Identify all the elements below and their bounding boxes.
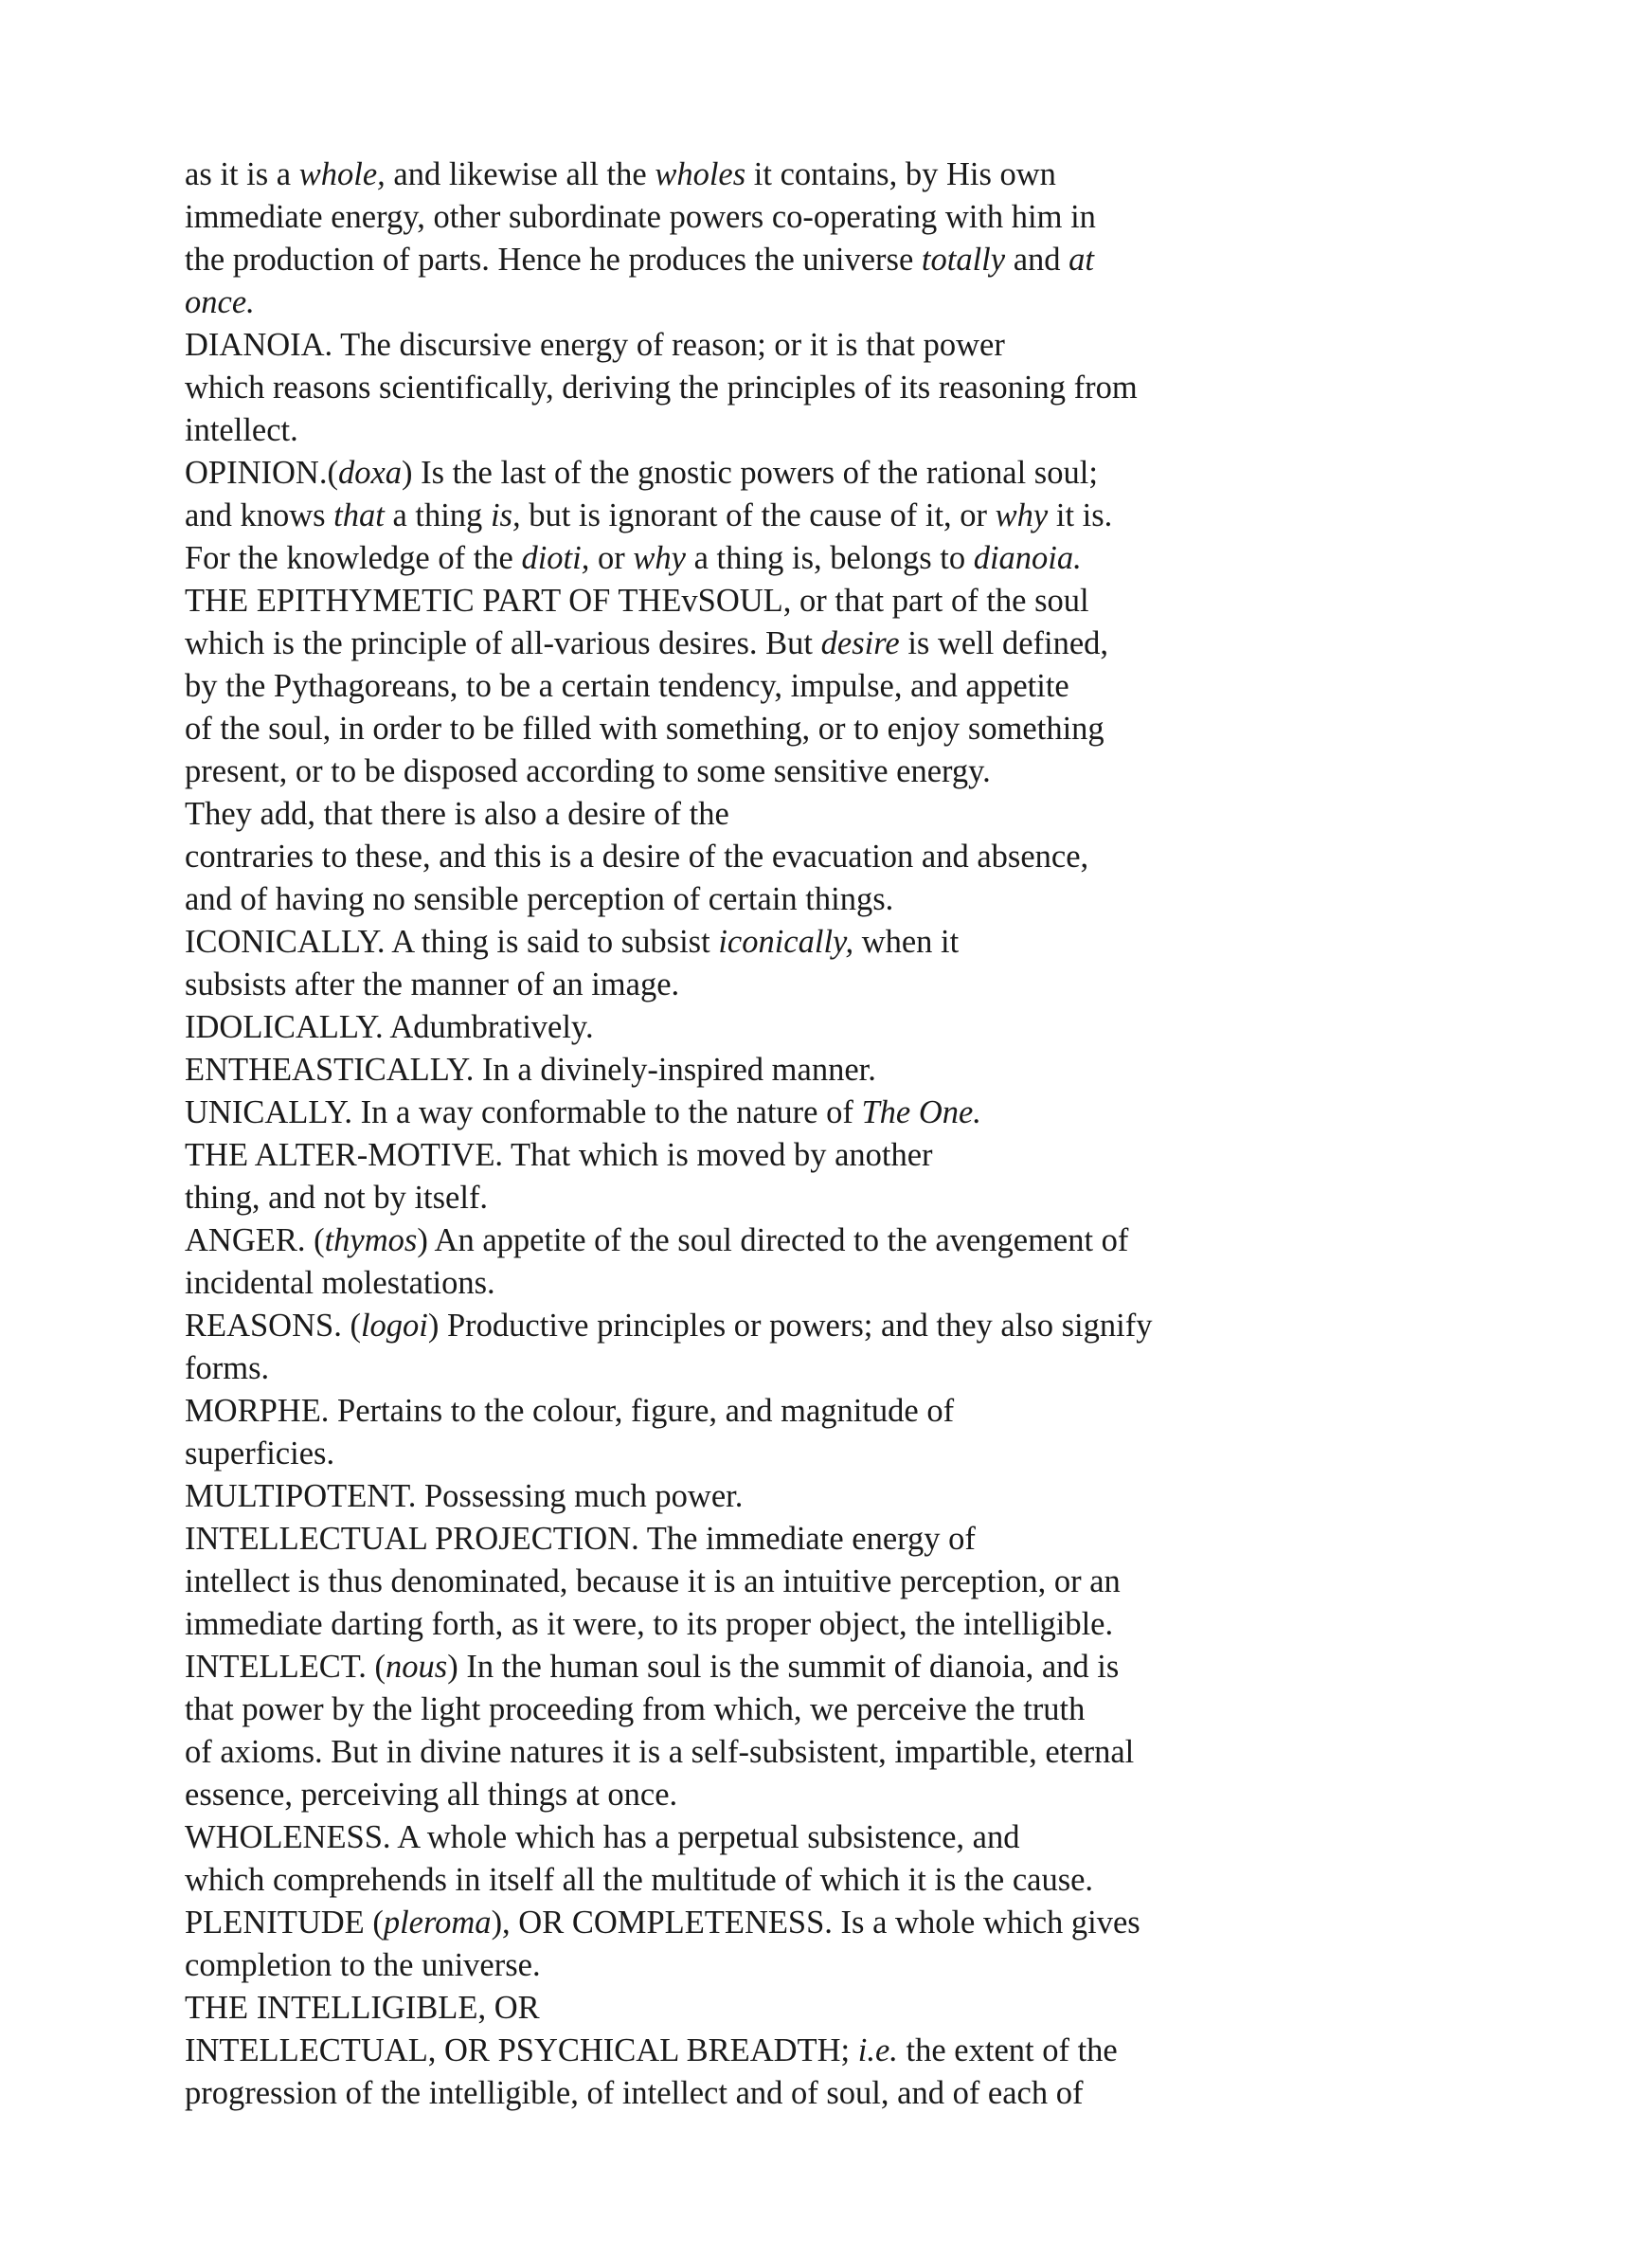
italic-text: nous [386, 1649, 448, 1685]
text-run: of axioms. But in divine natures it is a self-subsistent, impartible, eternal [185, 1734, 1135, 1770]
italic-text: iconically, [718, 924, 854, 960]
italic-text: The One. [861, 1094, 981, 1130]
italic-text: doxa [337, 455, 403, 491]
text-run: ANGER. ( [185, 1222, 325, 1258]
text-run: completion to the universe. [185, 1947, 541, 1983]
italic-text: pleroma [383, 1905, 492, 1941]
text-line [185, 1561, 1530, 1603]
italic-text: why [633, 540, 686, 576]
text-run: ICONICALLY. A thing is said to subsist [185, 924, 719, 960]
text-run: immediate darting forth, as it were, to its proper object, the intelligible. [185, 1606, 1114, 1642]
text-run: subsists after the manner of an image. [185, 966, 680, 1002]
italic-text: once. [185, 284, 255, 320]
text-run: it is. [1048, 497, 1113, 533]
text-line [185, 1987, 1530, 2030]
text-run: For the knowledge of the [185, 540, 522, 576]
text-line [185, 1816, 1530, 1859]
text-run: OPINION.( [185, 455, 338, 491]
text-run: present, or to be disposed according to some sensitive energy. [185, 753, 991, 789]
text-run: which comprehends in itself all the multitude of which it is the cause. [185, 1862, 1094, 1898]
text-line [185, 495, 1530, 537]
text-line [185, 580, 1530, 623]
text-line [185, 1219, 1530, 1262]
text-line [185, 1944, 1530, 1987]
text-run: forms. [185, 1350, 270, 1386]
text-line [185, 1305, 1530, 1347]
text-line [185, 324, 1530, 367]
text-run: WHOLENESS. A whole which has a perpetual subsistence, and [185, 1819, 1020, 1855]
text-run: that power by the light proceeding from which, we perceive the truth [185, 1691, 1086, 1727]
text-line [185, 665, 1530, 708]
italic-text: logoi [360, 1308, 428, 1344]
text-line [185, 1433, 1530, 1475]
text-run: immediate energy, other subordinate powers co-operating with him in [185, 199, 1096, 235]
text-line [185, 409, 1530, 452]
italic-text: desire [820, 625, 900, 661]
text-line [185, 367, 1530, 409]
text-line [185, 239, 1530, 281]
text-run: superficies. [185, 1435, 335, 1472]
text-run: the extent of the [897, 2032, 1118, 2068]
text-line [185, 1646, 1530, 1688]
text-run: when it [853, 924, 960, 960]
text-run: which reasons scientifically, deriving the principles of its reasoning from [185, 370, 1138, 406]
text-line [185, 708, 1530, 750]
text-line [185, 1731, 1530, 1774]
text-run: by the Pythagoreans, to be a certain tendency, impulse, and appetite [185, 668, 1069, 704]
text-line [185, 452, 1530, 495]
text-line [185, 1177, 1530, 1219]
text-line [185, 623, 1530, 665]
text-run: DIANOIA. The discursive energy of reason; or it is that power [185, 327, 1005, 363]
text-line [185, 878, 1530, 921]
text-line [185, 1262, 1530, 1305]
text-run: MORPHE. Pertains to the colour, figure, and magnitude of [185, 1393, 955, 1429]
text-line [185, 153, 1530, 196]
text-run: intellect. [185, 412, 298, 448]
text-run: or [589, 540, 634, 576]
text-run: but is ignorant of the cause of it, or [520, 497, 996, 533]
text-run: thing, and not by itself. [185, 1180, 489, 1216]
text-line [185, 1347, 1530, 1390]
text-line [185, 1603, 1530, 1646]
italic-text: whole, [298, 156, 386, 192]
text-run: intellect is thus denominated, because it is an intuitive perception, or an [185, 1563, 1121, 1599]
text-line [185, 2072, 1530, 2115]
text-line [185, 1518, 1530, 1561]
text-line [185, 1092, 1530, 1134]
italic-text: i.e. [857, 2032, 898, 2068]
text-run: PLENITUDE ( [185, 1905, 384, 1941]
text-run: THE EPITHYMETIC PART OF THEvSOUL, or that part of the soul [185, 583, 1089, 619]
text-line [185, 196, 1530, 239]
text-run: and [1005, 242, 1069, 278]
text-line [185, 1859, 1530, 1902]
text-run: ) Is the last of the gnostic powers of the rational soul; [402, 455, 1098, 491]
text-run: UNICALLY. In a way conformable to the nature of [185, 1094, 862, 1130]
text-run: INTELLECT. ( [185, 1649, 386, 1685]
text-line [185, 1134, 1530, 1177]
text-line [185, 1688, 1530, 1731]
text-line [185, 1475, 1530, 1518]
italic-text: dianoia. [973, 540, 1082, 576]
text-run: and of having no sensible perception of certain things. [185, 881, 894, 917]
text-line [185, 1006, 1530, 1049]
text-line [185, 281, 1530, 324]
italic-text: dioti, [521, 540, 590, 576]
text-run: it contains, by His own [745, 156, 1056, 192]
text-run: REASONS. ( [185, 1308, 361, 1344]
text-run: INTELLECTUAL, OR PSYCHICAL BREADTH; [185, 2032, 858, 2068]
text-run: ) An appetite of the soul directed to the avengement of [417, 1222, 1129, 1258]
italic-text: why [995, 497, 1049, 533]
italic-text: wholes [655, 156, 746, 192]
text-run: ) Productive principles or powers; and they also signify [427, 1308, 1153, 1344]
text-run: and knows [185, 497, 334, 533]
text-run: which is the principle of all-various desires. But [185, 625, 821, 661]
text-run: as it is a [185, 156, 299, 192]
text-run: is well defined, [899, 625, 1109, 661]
text-run: progression of the intelligible, of intellect and of soul, and of each of [185, 2075, 1084, 2111]
italic-text: totally [921, 242, 1006, 278]
italic-text: thymos [324, 1222, 418, 1258]
text-run: essence, perceiving all things at once. [185, 1777, 678, 1813]
text-line [185, 793, 1530, 836]
text-line [185, 1049, 1530, 1092]
text-run: THE INTELLIGIBLE, OR [185, 1990, 540, 2026]
text-line [185, 750, 1530, 793]
text-run: ENTHEASTICALLY. In a divinely-inspired manner. [185, 1052, 876, 1088]
text-line [185, 1774, 1530, 1816]
text-run: and likewise all the [385, 156, 655, 192]
text-line [185, 1902, 1530, 1944]
italic-text: is, [490, 497, 521, 533]
text-run: a thing is, belongs to [685, 540, 974, 576]
text-run: MULTIPOTENT. Possessing much power. [185, 1478, 744, 1514]
text-run: IDOLICALLY. Adumbratively. [185, 1009, 594, 1045]
text-line [185, 537, 1530, 580]
text-line [185, 921, 1530, 964]
text-run: incidental molestations. [185, 1265, 495, 1301]
italic-text: at [1068, 242, 1094, 278]
text-line [185, 1390, 1530, 1433]
text-run: ), OR COMPLETENESS. Is a whole which gives [491, 1905, 1140, 1941]
text-run: a thing [384, 497, 491, 533]
italic-text: that [333, 497, 385, 533]
text-run: the production of parts. Hence he produces the universe [185, 242, 922, 278]
text-run: contraries to these, and this is a desire of the evacuation and absence, [185, 839, 1089, 875]
text-line [185, 964, 1530, 1006]
glossary-text [185, 153, 1530, 2115]
text-run: They add, that there is also a desire of the [185, 796, 729, 832]
text-line [185, 2030, 1530, 2072]
text-line [185, 836, 1530, 878]
text-run: THE ALTER-MOTIVE. That which is moved by another [185, 1137, 933, 1173]
text-run: ) In the human soul is the summit of dianoia, and is [447, 1649, 1120, 1685]
text-run: of the soul, in order to be filled with something, or to enjoy something [185, 711, 1104, 747]
text-run: INTELLECTUAL PROJECTION. The immediate energy of [185, 1521, 976, 1557]
